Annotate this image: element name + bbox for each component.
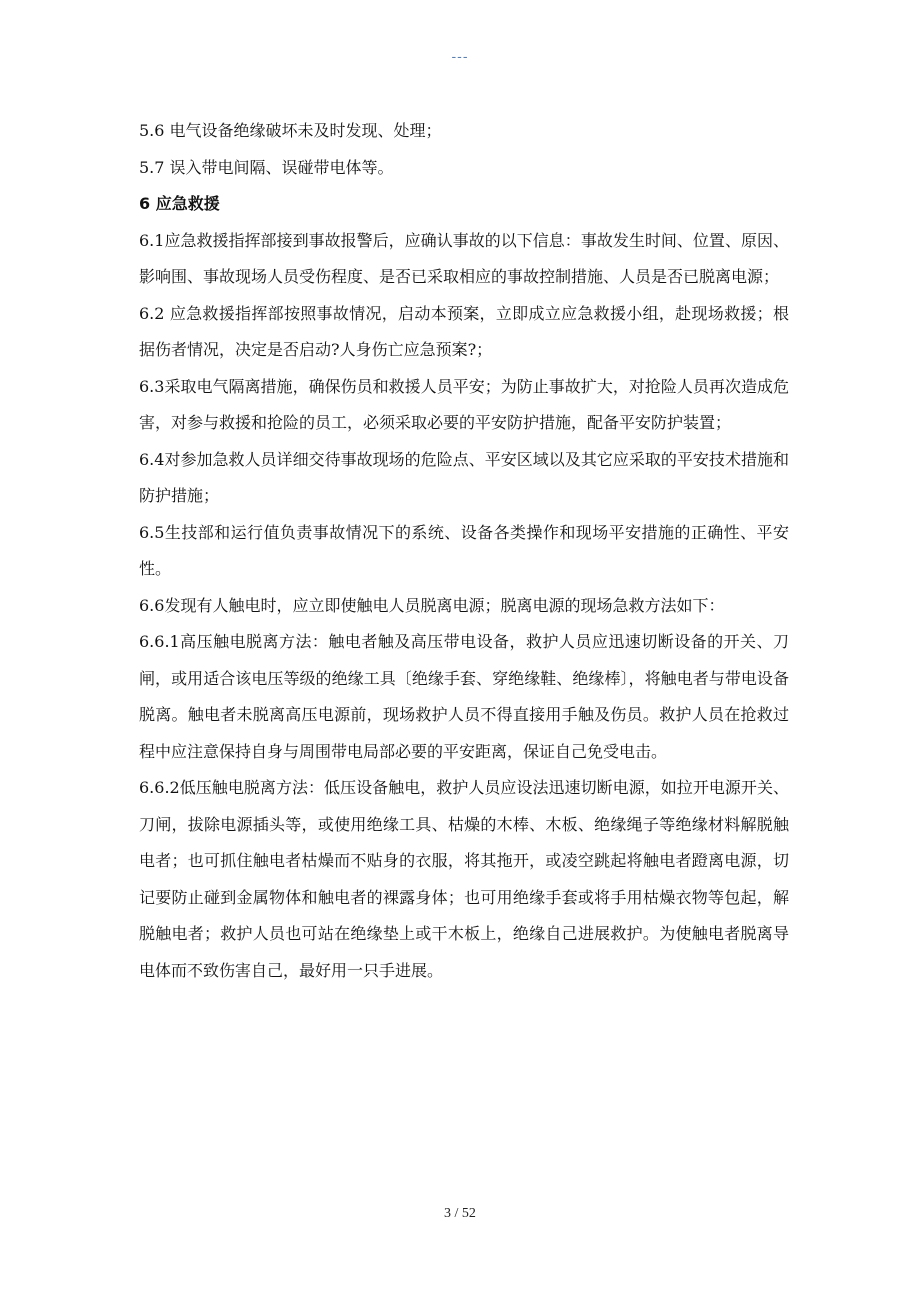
paragraph-6-2: 6.2 应急救援指挥部按照事故情况，启动本预案，立即成立应急救援小组，赴现场救援；根据伤者情况，决定是否启动?人身伤亡应急预案?； — [139, 303, 789, 359]
paragraph-6-6: 6.6发现有人触电时，应立即使触电人员脱离电源；脱离电源的现场急救方法如下： — [139, 595, 725, 615]
paragraph-5-7: 5.7 误入带电间隔、误碰带电体等。 — [139, 157, 394, 177]
paragraph-6-6-1: 6.6.1高压触电脱离方法：触电者触及高压带电设备，救护人员应迅速切断设备的开关、刀闸，或用适合该电压等级的绝缘工具〔绝缘手套、穿绝缘鞋、绝缘棒〕，将触电者与带电设备脱离。触电者未脱离高压电源前，现场救护人员不得直接用手触及伤员。救护人员在抢救过程中应注意保持自身与周围带电局部必要的平安距离，保证自己免受电击。 — [139, 632, 789, 761]
page-number: 3 / 52 — [444, 1206, 476, 1221]
paragraph-5-6: 5.6 电气设备绝缘破坏未及时发现、处理； — [139, 121, 442, 140]
page-header-mark: --- — [451, 50, 469, 65]
paragraph-6-5: 6.5生技部和运行值负责事故情况下的系统、设备各类操作和现场平安措施的正确性、平安性。 — [139, 522, 789, 578]
paragraph-6-4: 6.4对参加急救人员详细交待事故现场的危险点、平安区域以及其它应采取的平安技术措施和防护措施； — [139, 449, 789, 505]
paragraph-6-6-2: 6.6.2低压触电脱离方法：低压设备触电，救护人员应设法迅速切断电源，如拉开电源开关、刀闸，拔除电源插头等，或使用绝缘工具、枯燥的木棒、木板、绝缘绳子等绝缘材料解脱触电者；也可抓住触电者枯燥而不贴身的衣服，将其拖开，或凌空跳起将触电者蹬离电源，切记要防止碰到金属物体和触电者的裸露身体；也可用绝缘手套或将手用枯燥衣物等包起，解脱触电者；救护人员也可站在绝缘垫上或干木板上，绝缘自己进展救护。为使触电者脱离导电体而不致伤害自己，最好用一只手进展。 — [139, 778, 789, 980]
paragraph-6-1: 6.1应急救援指挥部接到事故报警后，应确认事故的以下信息：事故发生时间、位置、原因、影响围、事故现场人员受伤程度、是否已采取相应的事故控制措施、人员是否已脱离电源； — [139, 230, 789, 286]
document-body — [139, 113, 789, 989]
section-heading-6: 6 应急救援 — [139, 194, 220, 213]
paragraph-6-3: 6.3采取电气隔离措施，确保伤员和救援人员平安；为防止事故扩大，对抢险人员再次造成危害，对参与救援和抢险的员工，必须采取必要的平安防护措施，配备平安防护装置； — [139, 376, 789, 432]
